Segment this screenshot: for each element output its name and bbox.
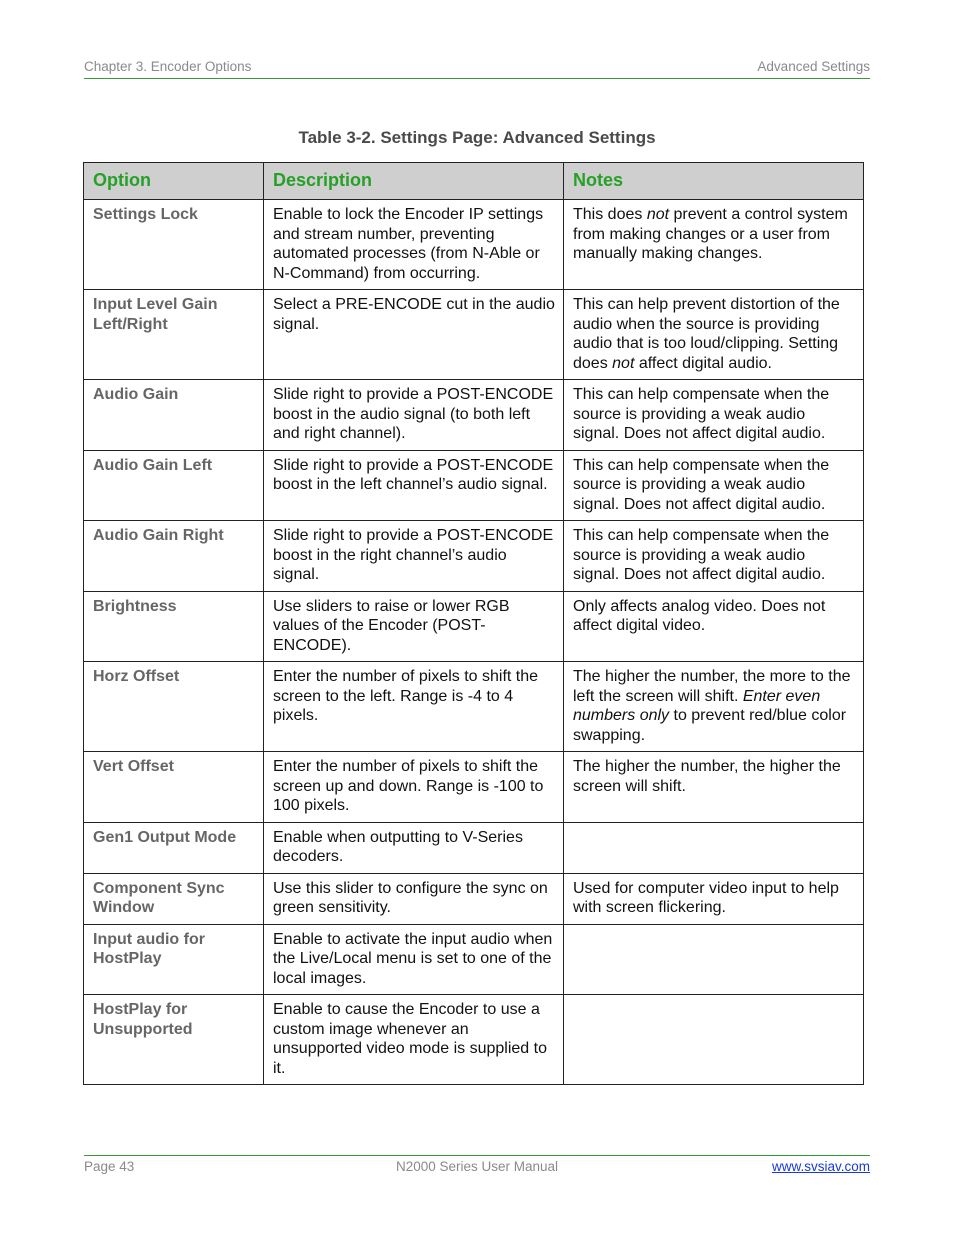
website-link[interactable]: www.svsiav.com [771,1159,870,1174]
description-cell: Enable to activate the input audio when the Live/Local menu is set to one of the local images. [264,924,564,995]
column-header-notes: Notes [564,163,864,200]
notes-cell [564,995,864,1085]
option-cell: Horz Offset [84,662,264,752]
table-row [84,591,864,662]
option-cell: Vert Offset [84,752,264,823]
page-header [84,58,870,79]
notes-cell [564,873,864,924]
notes-text: This can help compensate when the source is providing a weak audio signal. Does not affect digital audio. [573,456,830,513]
notes-text: prevent a control system from making changes or a user from manually making changes. [573,206,848,262]
notes-text: This does [573,206,647,223]
section-title: Advanced Settings [757,59,870,74]
notes-cell [564,200,864,290]
table-row [84,380,864,451]
table-row [84,521,864,592]
notes-cell [564,591,864,662]
table-row [84,752,864,823]
description-cell: Slide right to provide a POST-ENCODE boost in the left channel’s audio signal. [264,450,564,521]
page-number: Page 43 [84,1159,135,1174]
notes-cell [564,450,864,521]
table-row [84,200,864,290]
notes-text: Only affects analog video. Does not affect digital video. [573,597,826,634]
table-caption: Table 3-2. Settings Page: Advanced Settings [298,128,656,147]
column-header-description: Description [264,163,564,200]
table-row [84,450,864,521]
option-cell: Gen1 Output Mode [84,822,264,873]
table-row [84,290,864,380]
advanced-settings-table [83,162,864,1085]
option-cell: HostPlay for Unsupported [84,995,264,1085]
notes-cell [564,380,864,451]
notes-text: This can help prevent distortion of the audio when the source is providing audio that is too loud/clipping. Setting does [573,296,840,372]
notes-cell [564,662,864,752]
description-cell: Enable when outputting to V-Series decoders. [264,822,564,873]
table-row [84,924,864,995]
notes-emphasis: Enter even numbers only [573,687,821,724]
option-cell: Input audio for HostPlay [84,924,264,995]
notes-text: The higher the number, the higher the screen will shift. [573,758,841,795]
manual-title: N2000 Series User Manual [395,1159,559,1174]
notes-text: This can help compensate when the source is providing a weak audio signal. Does not affect digital audio. [573,386,830,442]
notes-text: affect digital audio. [634,354,772,372]
notes-text: This can help compensate when the source is providing a weak audio signal. Does not affect digital audio. [573,527,830,583]
option-cell: Component Sync Window [84,873,264,924]
description-cell: Enable to cause the Encoder to use a custom image whenever an unsupported video mode is supplied to it. [264,995,564,1085]
notes-text: Used for computer video input to help with screen flickering. [573,879,839,916]
notes-text: to prevent red/blue color swapping. [573,707,847,744]
notes-emphasis: not [612,354,635,372]
option-cell: Input Level Gain Left/Right [84,290,264,380]
notes-cell [564,521,864,592]
description-cell: Use this slider to configure the sync on green sensitivity. [264,873,564,924]
description-cell: Enter the number of pixels to shift the screen to the left. Range is -4 to 4 pixels. [264,662,564,752]
option-cell: Brightness [84,591,264,662]
table-row [84,995,864,1085]
notes-emphasis: not [646,206,670,223]
table-row [84,662,864,752]
description-cell: Use sliders to raise or lower RGB values of the Encoder (POST-ENCODE). [264,591,564,662]
notes-cell [564,822,864,873]
option-cell: Audio Gain Right [84,521,264,592]
column-header-option: Option [84,163,264,200]
table-header-row [84,163,864,200]
option-cell: Audio Gain [84,380,264,451]
notes-text: The higher the number, the more to the left the screen will shift. [573,668,851,705]
notes-cell [564,290,864,380]
description-cell: Enable to lock the Encoder IP settings and stream number, preventing automated processes (from N-Able or N-Command) from occurring. [264,200,564,290]
page-footer [84,1155,870,1176]
notes-cell [564,752,864,823]
option-cell: Settings Lock [84,200,264,290]
table-row [84,822,864,873]
chapter-title: Chapter 3. Encoder Options [84,59,252,74]
description-cell: Slide right to provide a POST-ENCODE boost in the audio signal (to both left and right channel). [264,380,564,451]
description-cell: Enter the number of pixels to shift the screen up and down. Range is -100 to 100 pixels. [264,752,564,823]
notes-cell [564,924,864,995]
option-cell: Audio Gain Left [84,450,264,521]
table-row [84,873,864,924]
description-cell: Slide right to provide a POST-ENCODE boost in the right channel’s audio signal. [264,521,564,592]
description-cell: Select a PRE-ENCODE cut in the audio signal. [264,290,564,380]
